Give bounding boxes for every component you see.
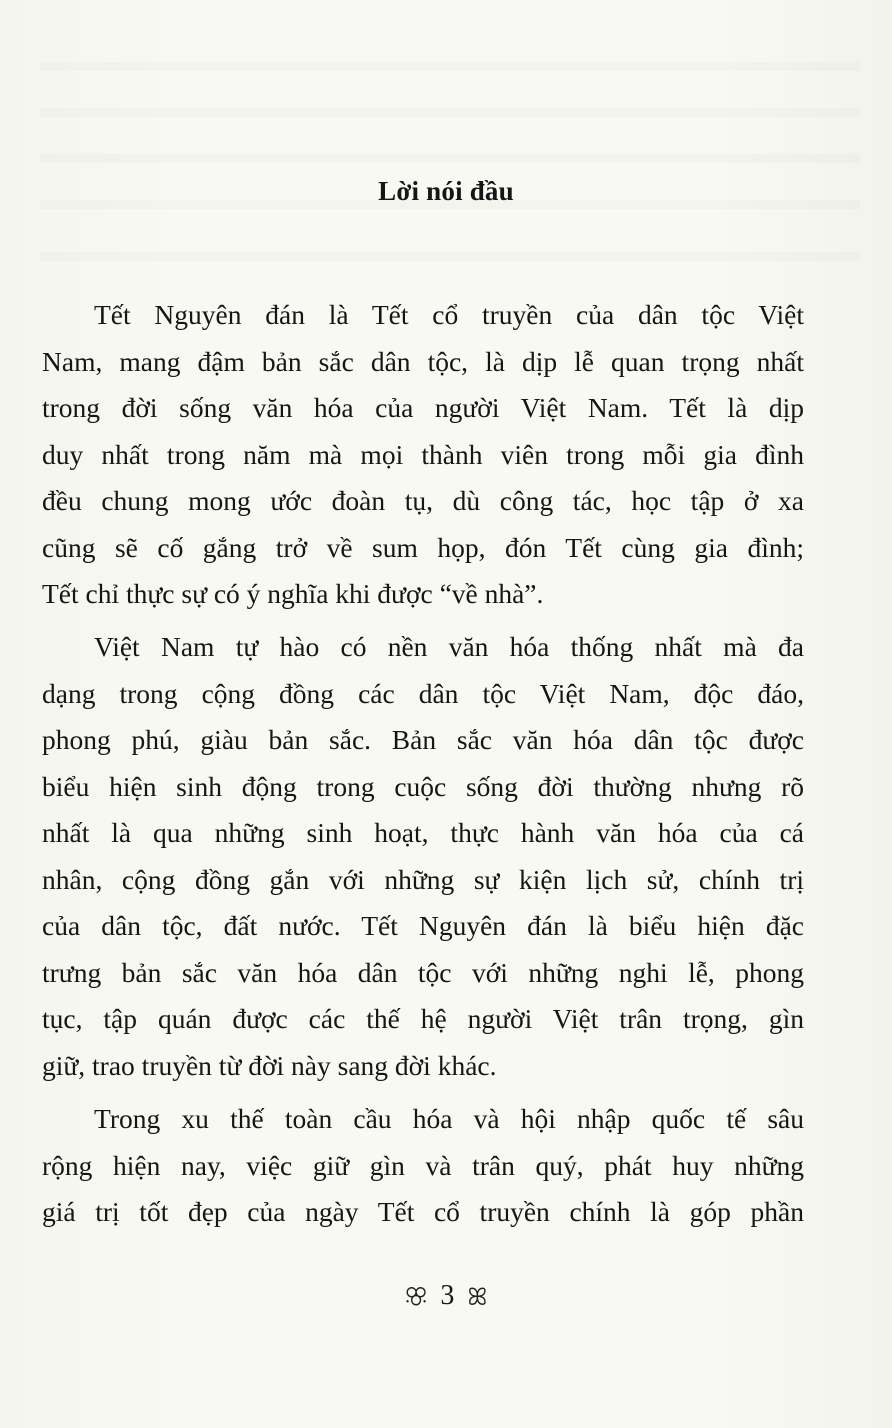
paragraph-3 (42, 1096, 804, 1236)
text-line: duy nhất trong năm mà mọi thành viên trong mỗi gia đình (42, 438, 804, 470)
page-title: Lời nói đầu (378, 176, 514, 206)
right-ornament-icon: ꕤ (467, 1284, 488, 1311)
text-line: nhân, cộng đồng gắn với những sự kiện lịch sử, chính trị (42, 863, 804, 895)
bleed-through (40, 108, 860, 137)
left-ornament-icon: ꕣ (404, 1284, 428, 1311)
text-line: đều chung mong ước đoàn tụ, dù công tác, học tập ở xa (42, 485, 804, 516)
text-line: phong phú, giàu bản sắc. Bản sắc văn hóa dân tộc được (42, 724, 804, 755)
bleed-through (40, 62, 860, 91)
page-footer (0, 1276, 892, 1318)
text-line: trưng bản sắc văn hóa dân tộc với những nghi lễ, phong (42, 956, 804, 988)
bleed-through (40, 252, 860, 281)
text-line: của dân tộc, đất nước. Tết Nguyên đán là biểu hiện đặc (42, 910, 804, 941)
text-line: Nam, mang đậm bản sắc dân tộc, là dịp lễ quan trọng nhất (42, 345, 804, 377)
text-line: giữ, trao truyền từ đời này sang đời khác. (42, 1049, 497, 1081)
text-line: Tết Nguyên đán là Tết cổ truyền của dân tộc Việt (94, 299, 804, 330)
page-number: 3 (440, 1280, 455, 1311)
text-line: rộng hiện nay, việc giữ gìn và trân quý, phát huy những (42, 1149, 804, 1181)
text-line: Tết chỉ thực sự có ý nghĩa khi được “về nhà”. (42, 578, 544, 609)
text-line: trong đời sống văn hóa của người Việt Nam. Tết là dịp (42, 392, 804, 423)
text-line: nhất là qua những sinh hoạt, thực hành văn hóa của cá (42, 817, 804, 848)
text-line: Trong xu thế toàn cầu hóa và hội nhập quốc tế sâu (94, 1103, 804, 1134)
text-line: cũng sẽ cố gắng trở về sum họp, đón Tết cùng gia đình; (42, 531, 804, 563)
text-line: dạng trong cộng đồng các dân tộc Việt Nam, độc đáo, (42, 677, 804, 709)
paragraph-2 (42, 624, 804, 1089)
text-line: giá trị tốt đẹp của ngày Tết cổ truyền chính là góp phần (42, 1196, 804, 1227)
text-line: tục, tập quán được các thế hệ người Việt trân trọng, gìn (42, 1003, 804, 1034)
text-line: biểu hiện sinh động trong cuộc sống đời thường nhưng rõ (42, 770, 804, 802)
text-line: Việt Nam tự hào có nền văn hóa thống nhất mà đa (94, 631, 804, 662)
paragraph-1 (42, 292, 804, 618)
